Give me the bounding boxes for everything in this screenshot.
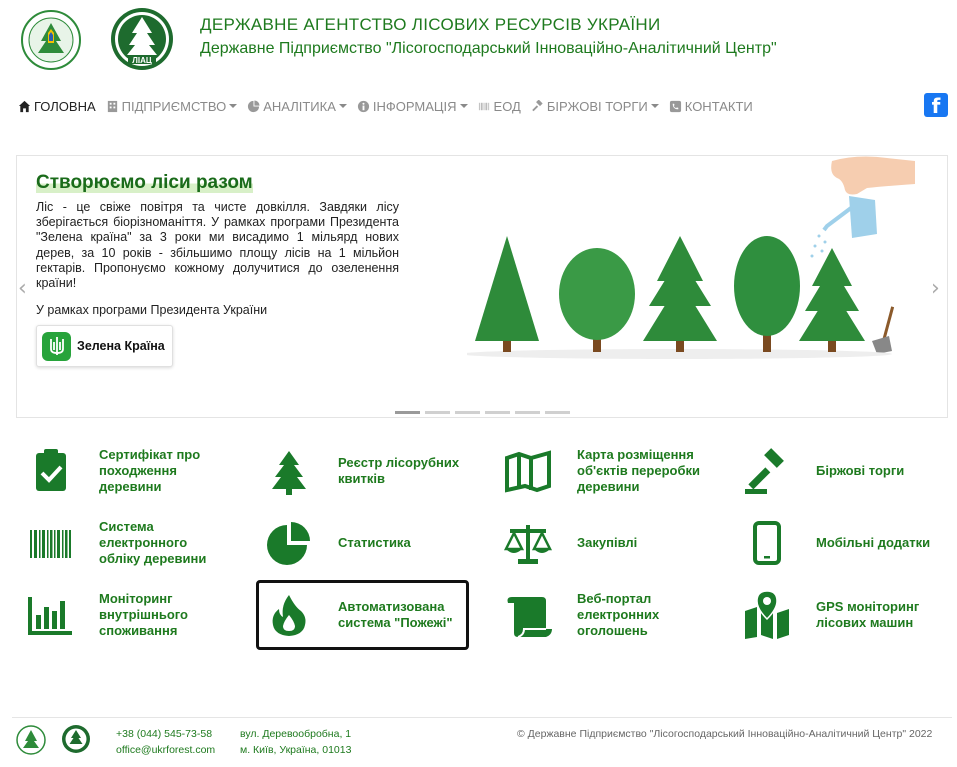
nav-label: КОНТАКТИ xyxy=(684,98,753,114)
service-label: GPS моніторинг лісових машин xyxy=(816,599,920,630)
carousel-indicator[interactable] xyxy=(425,411,450,414)
carousel-indicator[interactable] xyxy=(515,411,540,414)
service-processing-map[interactable] xyxy=(498,441,708,501)
footer-email[interactable]: office@ukrforest.com xyxy=(116,744,216,756)
building-icon xyxy=(106,100,119,113)
service-label: Автоматизована система "Пожежі" xyxy=(338,599,453,630)
slide-subtext: У рамках програми Президента України xyxy=(36,303,268,317)
facebook-icon[interactable]: f xyxy=(924,93,948,117)
map-icon xyxy=(498,441,558,501)
nav-label: ПІДПРИЄМСТВО xyxy=(121,98,227,114)
service-statistics[interactable] xyxy=(259,513,469,573)
nav-item-exchange[interactable] xyxy=(531,99,659,114)
enterprise-title: Державне Підприємство "Лісогосподарський Інноваційно-Аналітичний Центр" xyxy=(200,40,777,57)
gavel-icon xyxy=(737,441,797,501)
nav-item-contacts[interactable] xyxy=(669,99,753,114)
service-label: Закупівлі xyxy=(577,535,638,550)
chevron-down-icon xyxy=(229,104,237,108)
service-electronic-accounting[interactable] xyxy=(21,513,231,573)
hero-carousel xyxy=(16,155,948,418)
selection-highlight xyxy=(256,580,469,650)
slide-title xyxy=(36,172,253,194)
carousel-prev-button[interactable]: ‹ xyxy=(18,276,27,301)
service-label: Веб-портал електронних оголошень xyxy=(577,591,660,638)
carousel-indicators xyxy=(395,411,575,414)
agency-title: ДЕРЖАВНЕ АГЕНТСТВО ЛІСОВИХ РЕСУРСІВ УКРАЇНИ xyxy=(200,15,661,34)
trident-icon xyxy=(42,332,71,361)
chevron-down-icon xyxy=(339,104,347,108)
pie-chart-icon xyxy=(259,513,319,573)
footer-copyright: © Державне Підприємство "Лісогосподарський Інноваційно-Аналітичний Центр" 2022 xyxy=(517,728,933,740)
footer-contacts xyxy=(116,726,215,758)
nav-label: БІРЖОВІ ТОРГИ xyxy=(546,98,648,114)
service-mobile-apps[interactable] xyxy=(737,513,947,573)
service-label: Карта розміщення об'єктів переробки деревини xyxy=(577,447,700,494)
carousel-indicator[interactable] xyxy=(485,411,510,414)
site-header xyxy=(0,0,957,85)
agency-logo[interactable] xyxy=(17,9,85,71)
footer-divider xyxy=(12,717,952,718)
service-label: Реєстр лісорубних квитків xyxy=(338,455,460,486)
green-country-label: Зелена Країна xyxy=(77,339,165,353)
pie-chart-icon xyxy=(247,100,260,113)
service-ads-portal[interactable] xyxy=(498,585,708,645)
footer-address-line1: вул. Деревообробна, 1 xyxy=(240,728,352,740)
chevron-down-icon xyxy=(460,104,468,108)
service-label: Система електронного обліку деревини xyxy=(99,519,207,566)
nav-label: ЕОД xyxy=(493,98,521,114)
barcode-icon xyxy=(21,513,81,573)
service-exchange[interactable] xyxy=(737,441,947,501)
bar-chart-icon xyxy=(21,585,81,645)
nav-item-home[interactable] xyxy=(18,99,96,114)
service-wood-certificate[interactable] xyxy=(21,441,231,501)
chevron-down-icon xyxy=(651,104,659,108)
service-label: Статистика xyxy=(338,535,411,550)
liac-logo[interactable] xyxy=(108,5,176,73)
agency-logo-small[interactable] xyxy=(16,725,46,755)
liac-logo-small[interactable] xyxy=(61,724,91,754)
main-nav xyxy=(18,96,763,116)
svg-text:ЛІАЦ: ЛІАЦ xyxy=(132,56,152,65)
service-label: Біржові торги xyxy=(816,463,905,478)
footer-address xyxy=(240,726,351,758)
green-country-button[interactable] xyxy=(36,325,173,367)
mobile-icon xyxy=(737,513,797,573)
nav-item-eod[interactable] xyxy=(478,99,521,114)
nav-label: АНАЛІТИКА xyxy=(263,98,336,114)
service-felling-registry[interactable] xyxy=(259,441,469,501)
trees-illustration xyxy=(467,156,945,382)
service-gps-monitoring[interactable] xyxy=(737,585,947,645)
info-icon xyxy=(357,100,370,113)
home-icon xyxy=(18,100,31,113)
tree-icon xyxy=(259,441,319,501)
footer-address-line2: м. Київ, Україна, 01013 xyxy=(240,744,352,756)
slide-text: Ліс - це свіже повітря та чисте довкілля. Завдяки лісу зберігається біорізноманіття. У рамках програми Президента "Зелена країна" за 3 роки ми висадимо 1 мільярд нових дерев, за 10 років - збільшимо площу лісів на 1 мільйон гектарів. Пропонуємо кожному долучитися до озеленення країни! xyxy=(36,200,399,291)
service-label: Моніторинг внутрішнього споживання xyxy=(99,591,188,638)
scroll-icon xyxy=(498,585,558,645)
gavel-icon xyxy=(531,100,544,113)
phone-icon xyxy=(669,100,682,113)
nav-label: ІНФОРМАЦІЯ xyxy=(372,98,457,114)
service-procurement[interactable] xyxy=(498,513,708,573)
nav-label: ГОЛОВНА xyxy=(34,98,96,114)
service-label: Мобільні додатки xyxy=(816,535,931,550)
carousel-indicator[interactable] xyxy=(545,411,570,414)
footer-phone[interactable]: +38 (044) 545-73-58 xyxy=(116,728,213,740)
clipboard-check-icon xyxy=(21,441,81,501)
barcode-icon xyxy=(478,100,491,113)
carousel-indicator[interactable] xyxy=(455,411,480,414)
service-label: Сертифікат про походження деревини xyxy=(99,447,201,494)
slide-title-text: Створюємо ліси разом xyxy=(36,172,253,193)
carousel-next-button[interactable]: › xyxy=(931,276,940,301)
carousel-indicator[interactable] xyxy=(395,411,420,414)
nav-item-enterprise[interactable] xyxy=(106,99,238,114)
service-internal-consumption[interactable] xyxy=(21,585,231,645)
scales-icon xyxy=(498,513,558,573)
nav-item-analytics[interactable] xyxy=(247,99,347,114)
map-marker-icon xyxy=(737,585,797,645)
nav-item-info[interactable] xyxy=(357,99,468,114)
